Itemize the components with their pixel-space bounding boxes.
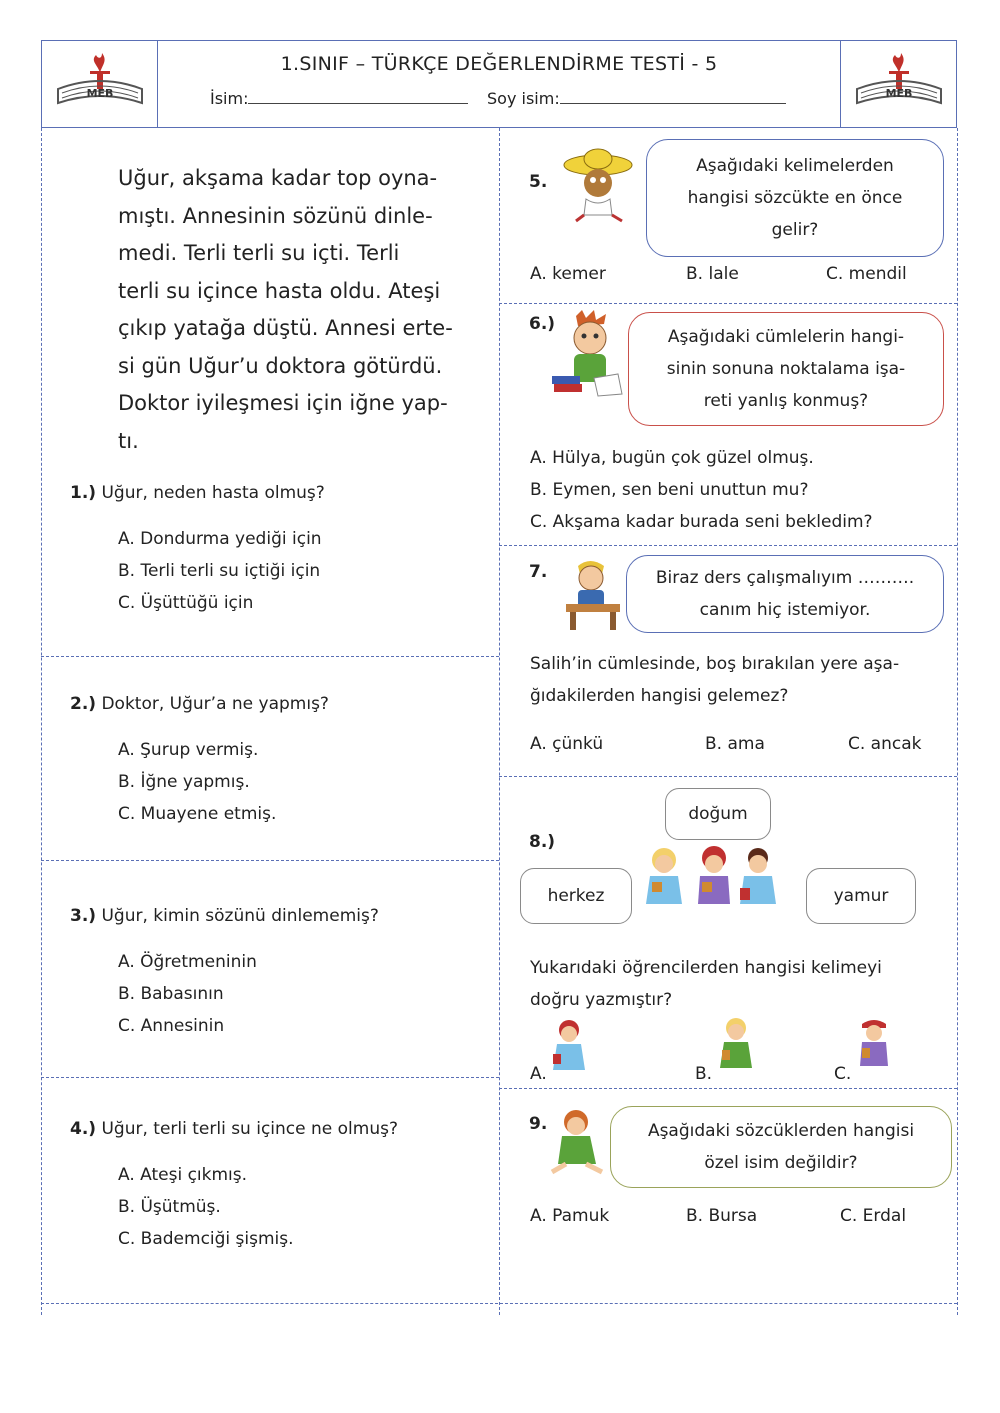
word-text: herkez (547, 886, 605, 906)
option-c[interactable]: C. Üşüttüğü için (118, 593, 254, 613)
right-border (957, 128, 958, 1315)
option-b[interactable]: B. Eymen, sen beni unuttun mu? (530, 480, 809, 500)
question-6-options (530, 442, 873, 538)
word-bubble-top (665, 788, 771, 840)
passage-line: Doktor iyileşmesi için iğne yap- (118, 391, 448, 415)
question-7-bubble (626, 555, 944, 633)
option-a[interactable]: A. çünkü (530, 734, 604, 754)
option-c[interactable]: C. Annesinin (118, 1016, 225, 1036)
divider (41, 1077, 499, 1078)
word-bubble-right (806, 868, 916, 924)
passage-line: mıştı. Annesinin sözünü dinle- (118, 203, 433, 228)
question-text: Doktor, Uğur’a ne yapmış? (101, 694, 329, 714)
question-1 (70, 483, 325, 619)
name-underline (248, 89, 468, 104)
divider (499, 303, 957, 304)
meb-logo-icon (851, 51, 947, 117)
bubble-line: Biraz ders çalışmalıyım ………. (655, 568, 915, 588)
page-title: 1.SINIF – TÜRKÇE DEĞERLENDİRME TESTİ - 5 (280, 53, 718, 75)
student-boy-icon[interactable] (852, 1016, 896, 1080)
question-7-text (530, 648, 899, 712)
passage-line: çıkıp yatağa düştü. Annesi erte- (118, 316, 453, 340)
meb-logo-left (42, 41, 158, 127)
question-text-line: Salih’in cümlesinde, boş bırakılan yere aşa- (530, 654, 900, 674)
bubble-line: gelir? (771, 220, 819, 240)
left-border (41, 128, 42, 1315)
header (41, 40, 957, 128)
option-b[interactable]: B. lale (686, 264, 739, 284)
bubble-line: özel isim değildir? (704, 1153, 858, 1173)
option-a[interactable]: A. Hülya, bugün çok güzel olmuş. (530, 448, 814, 468)
passage-line: si gün Uğur’u doktora götürdü. (118, 353, 443, 378)
thinking-boy-icon (548, 308, 632, 400)
bubble-line: Aşağıdaki cümlelerin hangi- (667, 327, 905, 347)
name-label: İsim: (210, 89, 249, 108)
question-2 (70, 694, 329, 830)
option-a[interactable]: A. Şurup vermiş. (118, 740, 259, 760)
question-text: Uğur, neden hasta olmuş? (101, 483, 325, 503)
question-number: 4.) (70, 1119, 97, 1139)
surname-label: Soy isim: (487, 89, 560, 108)
meb-logo-icon (52, 51, 148, 117)
student-girl-blonde-icon[interactable] (712, 1016, 760, 1080)
word-text: doğum (688, 804, 748, 824)
bubble-line: Aşağıdaki kelimelerden (696, 156, 894, 176)
option-b[interactable]: B. Üşütmüş. (118, 1197, 221, 1217)
option-b[interactable]: B. Terli terli su içtiği için (118, 561, 321, 581)
three-students-icon (640, 842, 790, 922)
word-bubble-left (520, 868, 632, 924)
divider (41, 1303, 957, 1304)
option-c[interactable]: C. (834, 1064, 852, 1084)
name-field[interactable] (210, 89, 468, 108)
divider (499, 776, 957, 777)
studying-boy-icon (558, 556, 628, 632)
question-number: 3.) (70, 906, 97, 926)
question-text: Uğur, terli terli su içince ne olmuş? (101, 1119, 398, 1139)
bubble-line: canım hiç istemiyor. (699, 600, 871, 620)
reading-girl-icon (546, 1106, 610, 1178)
option-a[interactable]: A. Pamuk (530, 1206, 610, 1226)
option-c[interactable]: C. Erdal (840, 1206, 907, 1226)
mouse-character-icon (556, 145, 644, 223)
svg-text:MEB: MEB (86, 87, 113, 100)
passage-line: terli su içince hasta oldu. Ateşi (118, 278, 441, 303)
svg-text:MEB: MEB (885, 87, 912, 100)
question-3 (70, 906, 379, 1042)
option-c[interactable]: C. ancak (848, 734, 922, 754)
question-9-bubble (610, 1106, 952, 1188)
question-5-number: 5. (529, 172, 548, 192)
passage-line: Uğur, akşama kadar top oyna- (118, 166, 438, 190)
student-girl-red-icon[interactable] (545, 1018, 593, 1082)
reading-passage (118, 160, 488, 460)
passage-line: medi. Terli terli su içti. Terli (118, 241, 400, 265)
question-8-text (530, 952, 882, 1016)
option-c[interactable]: C. Bademciği şişmiş. (118, 1229, 294, 1249)
option-a[interactable]: A. (530, 1064, 547, 1084)
bubble-line: sinin sonuna noktalama işa- (666, 359, 906, 379)
option-a[interactable]: A. Ateşi çıkmış. (118, 1165, 248, 1185)
option-b[interactable]: B. Bursa (686, 1206, 758, 1226)
question-8-number: 8.) (529, 832, 556, 852)
question-6-number: 6.) (529, 314, 556, 334)
question-5-bubble (646, 139, 944, 257)
surname-underline (560, 89, 786, 104)
option-b[interactable]: B. İğne yapmış. (118, 772, 250, 792)
divider (41, 656, 499, 657)
question-text-line: Yukarıdaki öğrencilerden hangisi kelimeyi (530, 958, 882, 978)
option-b[interactable]: B. ama (705, 734, 765, 754)
word-text: yamur (833, 886, 889, 906)
question-6-bubble (628, 312, 944, 426)
question-7-number: 7. (529, 562, 548, 582)
divider (499, 545, 957, 546)
center-divider (499, 128, 500, 1315)
meb-logo-right (840, 41, 956, 127)
option-c[interactable]: C. Muayene etmiş. (118, 804, 277, 824)
bubble-line: hangisi sözcükte en önce (687, 188, 903, 208)
question-number: 1.) (70, 483, 97, 503)
divider (499, 1088, 957, 1089)
question-text: Uğur, kimin sözünü dinlememiş? (101, 906, 379, 926)
divider (41, 860, 499, 861)
option-a[interactable]: A. Dondurma yediği için (118, 529, 322, 549)
bubble-line: Aşağıdaki sözcüklerden hangisi (647, 1121, 915, 1141)
question-4 (70, 1119, 398, 1255)
option-b[interactable]: B. Babasının (118, 984, 224, 1004)
option-a[interactable]: A. kemer (530, 264, 606, 284)
option-b[interactable]: B. (695, 1064, 713, 1084)
surname-field[interactable] (487, 89, 786, 108)
question-number: 2.) (70, 694, 97, 714)
question-text-line: doğru yazmıştır? (530, 990, 673, 1010)
question-9-number: 9. (529, 1114, 548, 1134)
bubble-line: reti yanlış konmuş? (703, 391, 869, 411)
question-text-line: ğıdakilerden hangisi gelemez? (530, 686, 789, 706)
option-a[interactable]: A. Öğretmeninin (118, 952, 257, 972)
option-c[interactable]: C. Akşama kadar burada seni bekledim? (530, 512, 873, 532)
option-c[interactable]: C. mendil (826, 264, 907, 284)
passage-line: tı. (118, 428, 139, 453)
